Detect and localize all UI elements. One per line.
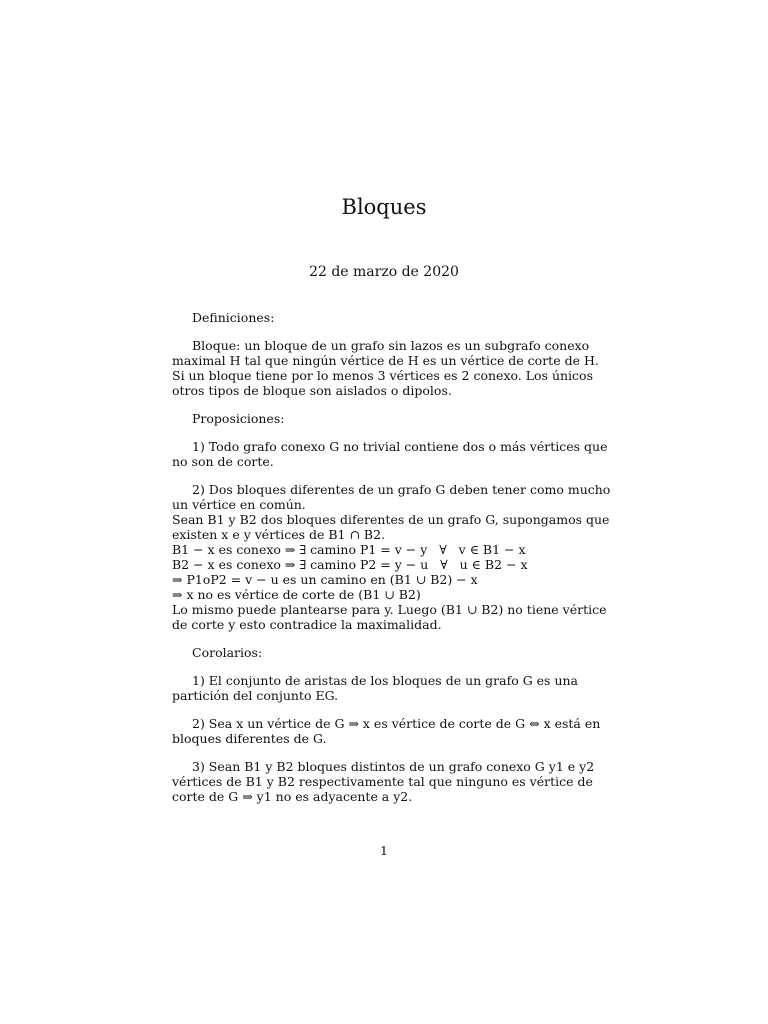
corollaries-heading: Corolarios:: [192, 645, 263, 660]
proposition-1: 1) Todo grafo conexo G no trivial contiene dos o más vértices que no son de corte.: [172, 439, 608, 469]
page-number: 1: [380, 843, 388, 858]
proof-line-3: B2 − x es conexo ⇒ ∃ camino P2 = y − u ∀ u ∈ B2 − x: [172, 557, 528, 572]
bloque-definition-2: Si un bloque tiene por lo menos 3 vértices es 2 conexo. Los únicos otros tipos de bloque son aislados o dipolos.: [172, 368, 593, 398]
corollary-3: 3) Sean B1 y B2 bloques distintos de un grafo conexo G y1 e y2 vértices de B1 y B2 respectivamente tal que ninguno es vértice de corte de G ⇒ y1 no es adyacente a y2.: [172, 759, 595, 804]
definitions-heading: Definiciones:: [192, 310, 275, 325]
page-title: Bloques: [341, 195, 427, 219]
proof-line-5: ⇒ x no es vértice de corte de (B1 ∪ B2): [172, 587, 421, 602]
proof-line-2: B1 − x es conexo ⇒ ∃ camino P1 = v − y ∀ v ∈ B1 − x: [172, 542, 526, 557]
corollary-2: 2) Sea x un vértice de G ⇒ x es vértice de corte de G ⇔ x está en bloques diferentes de G.: [172, 716, 601, 746]
corollary-1: 1) El conjunto de aristas de los bloques de un grafo G es una partición del conjunto EG.: [172, 673, 578, 703]
proof-line-4: ⇒ P1oP2 = v − u es un camino en (B1 ∪ B2) − x: [172, 572, 478, 587]
date: 22 de marzo de 2020: [309, 264, 459, 280]
proof-line-6: Lo mismo puede plantearse para y. Luego (B1 ∪ B2) no tiene vértice de corte y esto contradice la maximalidad.: [172, 602, 607, 632]
document-body: [172, 310, 617, 804]
proof-line-1: Sean B1 y B2 dos bloques diferentes de un grafo G, supongamos que existen x e y vértices de B1 ∩ B2.: [172, 512, 610, 542]
bloque-definition-1: Bloque: un bloque de un grafo sin lazos es un subgrafo conexo maximal H tal que ningún vértice de H es un vértice de corte de H.: [172, 338, 599, 368]
proposition-2: 2) Dos bloques diferentes de un grafo G deben tener como mucho un vértice en común.: [172, 482, 611, 512]
propositions-heading: Proposiciones:: [192, 411, 285, 426]
